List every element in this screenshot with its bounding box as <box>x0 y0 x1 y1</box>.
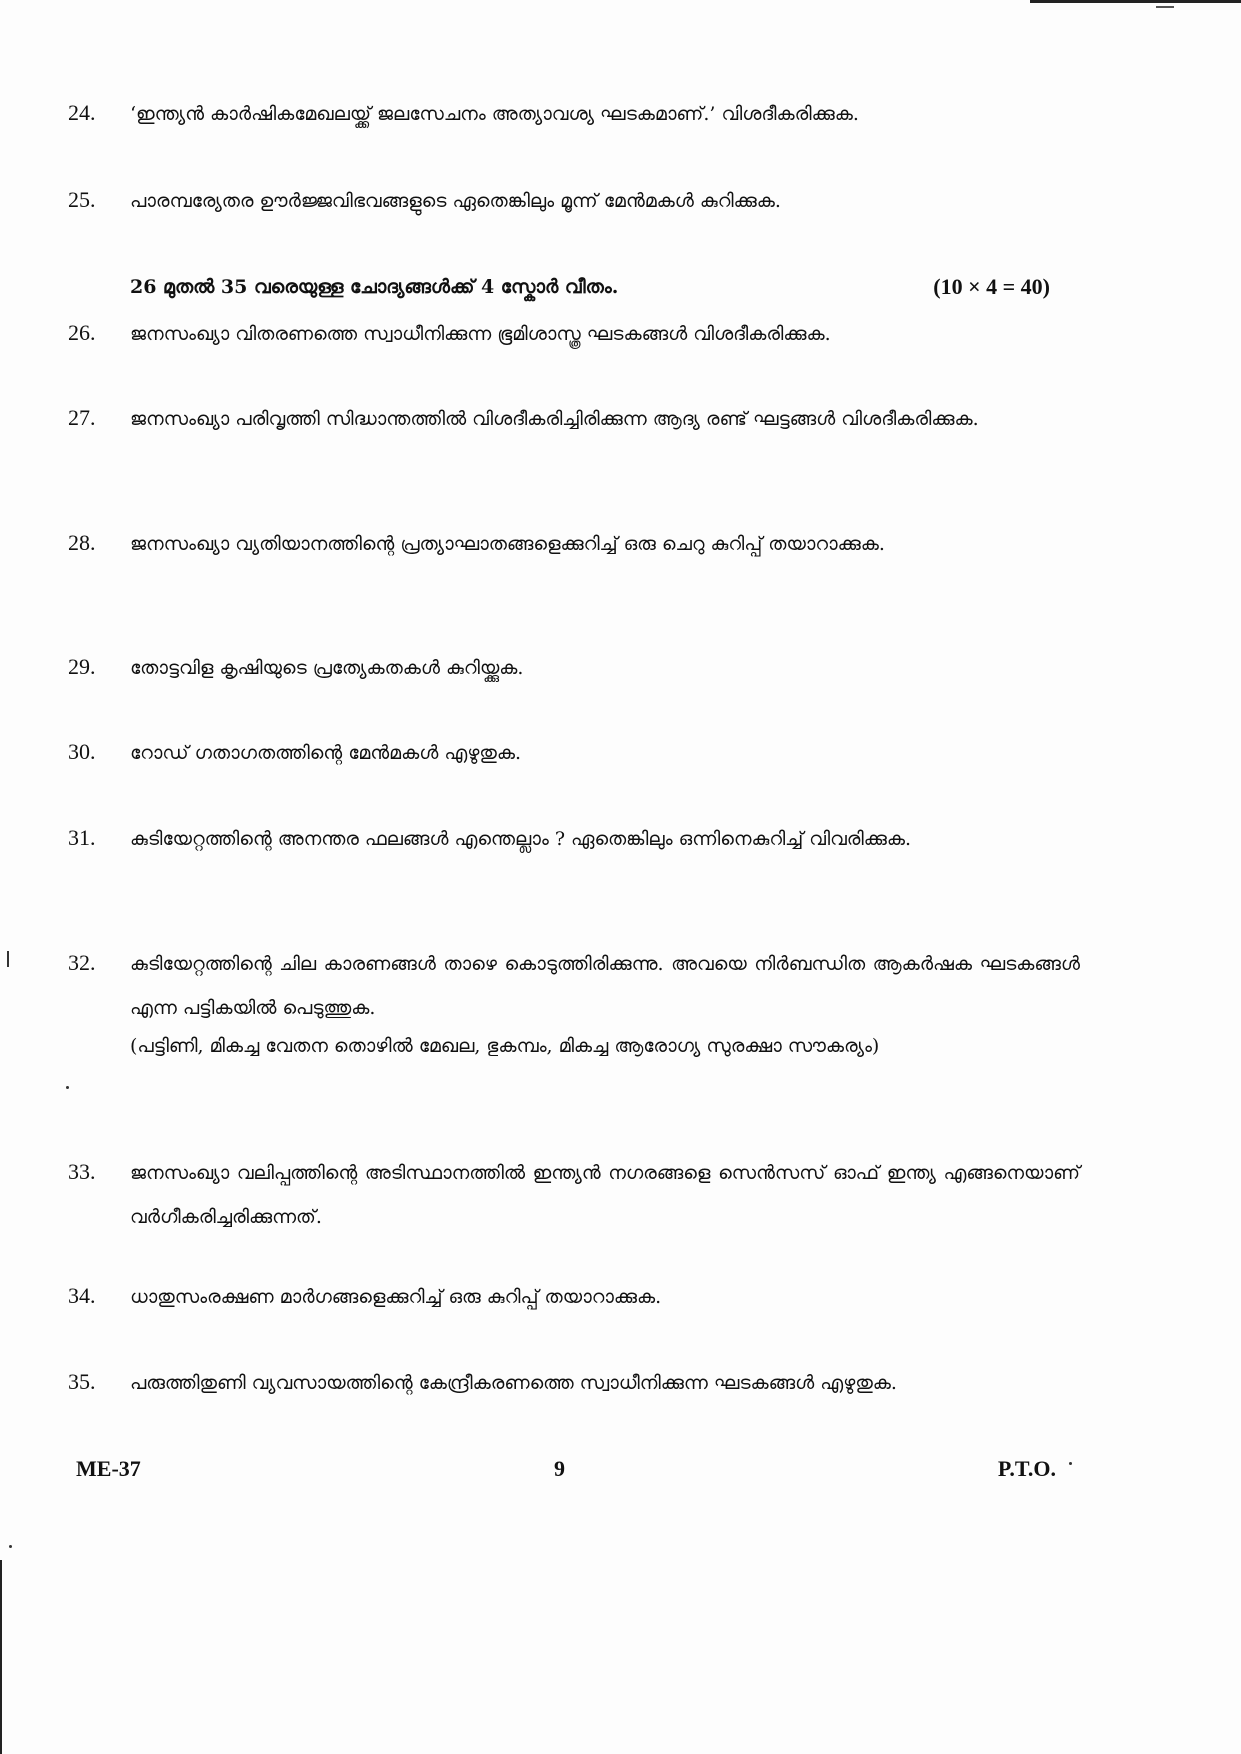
question-number: 25. <box>68 187 96 212</box>
question-text: പരുത്തിതുണി വ്യവസായത്തിന്റെ കേന്ദ്രീകരണത്തെ സ്വാധീനിക്കുന്ന ഘടകങ്ങൾ എഴുതുക. <box>130 1372 897 1394</box>
paper-code: ME-37 <box>76 1456 141 1481</box>
question-text: ധാതുസംരക്ഷണ മാർഗങ്ങളെക്കുറിച്ച് ഒരു കുറിപ്പ് തയാറാക്കുക. <box>130 1286 662 1308</box>
section-header <box>130 273 1050 305</box>
question-text: ജനസംഖ്യാ പരിവൃത്തി സിദ്ധാന്തത്തിൽ വിശദീകരിച്ചിരിക്കുന്ന ആദ്യ രണ്ട് ഘട്ടങ്ങൾ വിശദീകരിക്കുക. <box>130 408 979 430</box>
question-number: 30. <box>68 739 96 764</box>
question-text: ജനസംഖ്യാ വിതരണത്തെ സ്വാധീനിക്കുന്ന ഭൂമിശാസ്ത്ര ഘടകങ്ങൾ വിശദീകരിക്കുക. <box>130 323 831 345</box>
top-edge-rule <box>1030 0 1241 3</box>
question-options: (പട്ടിണി, മികച്ച വേതന തൊഴിൽ മേഖല, ഭുകമ്പം, മികച്ച ആരോഗ്യ സുരക്ഷാ സൗകര്യം) <box>130 1035 880 1057</box>
question-number: 32. <box>68 950 96 975</box>
question-text: കുടിയേറ്റത്തിന്റെ അനന്തര ഫലങ്ങൾ എന്തെല്ലാം ? ഏതെങ്കിലും ഒന്നിനെകുറിച്ച് വിവരിക്കുക. <box>130 828 912 850</box>
question-number: 31. <box>68 825 96 850</box>
question-number: 26. <box>68 320 96 345</box>
scan-speck <box>7 951 9 967</box>
question-number: 34. <box>68 1283 96 1308</box>
scan-speck <box>9 1545 12 1548</box>
page-number: 9 <box>554 1456 565 1481</box>
question-number: 33. <box>68 1159 96 1184</box>
page-footer <box>76 1456 1056 1486</box>
pto-label: P.T.O. <box>997 1456 1056 1481</box>
question-text: റോഡ് ഗതാഗതത്തിന്റെ മേൻമകൾ എഴുതുക. <box>130 742 522 764</box>
scan-speck <box>1069 1462 1072 1465</box>
section-instruction: 26 മുതൽ 35 വരെയുള്ള ചോദ്യങ്ങൾക്ക് 4 സ്കോർ വീതം. <box>130 276 619 298</box>
question-text: ജനസംഖ്യാ വലിപ്പത്തിന്റെ അടിസ്ഥാനത്തിൽ ഇന്ത്യൻ നഗരങ്ങളെ സെൻസസ് ഓഫ് ഇന്ത്യ എങ്ങനെയാണ് വർഗീകരിച്ചരിക്കുന്നത്. <box>130 1162 1080 1228</box>
top-edge-mark <box>1156 6 1174 8</box>
scan-speck <box>66 1086 69 1089</box>
question-text: പാരമ്പര്യേതര ഊർജ്ജവിഭവങ്ങളുടെ ഏതെങ്കിലും മൂന്ന് മേൻമകൾ കുറിക്കുക. <box>130 190 781 212</box>
question-text: ജനസംഖ്യാ വ്യതിയാനത്തിന്റെ പ്രത്യാഘാതങ്ങളെക്കുറിച്ച് ഒരു ചെറു കുറിപ്പ് തയാറാക്കുക. <box>130 533 885 555</box>
question-number: 29. <box>68 654 96 679</box>
question-number: 24. <box>68 100 96 125</box>
question-number: 27. <box>68 405 96 430</box>
question-text: ‘ഇന്ത്യൻ കാർഷികമേഖലയ്ക്ക് ജലസേചനം അത്യാവശ്യ ഘടകമാണ്.’ വിശദീകരിക്കുക. <box>130 103 859 125</box>
question-text: തോട്ടവിള കൃഷിയുടെ പ്രത്യേകതകൾ കുറിയ്ക്കുക. <box>130 657 524 679</box>
scan-margin-line <box>0 1560 2 1754</box>
section-score: (10 × 4 = 40) <box>933 274 1050 299</box>
question-number: 35. <box>68 1369 96 1394</box>
question-number: 28. <box>68 530 96 555</box>
question-text: കുടിയേറ്റത്തിന്റെ ചില കാരണങ്ങൾ താഴെ കൊടുത്തിരിക്കുന്നു. അവയെ നിർബന്ധിത ആകർഷക ഘടകങ്ങൾ എന്ന പട്ടികയിൽ പെടുത്തുക. <box>130 953 1080 1019</box>
